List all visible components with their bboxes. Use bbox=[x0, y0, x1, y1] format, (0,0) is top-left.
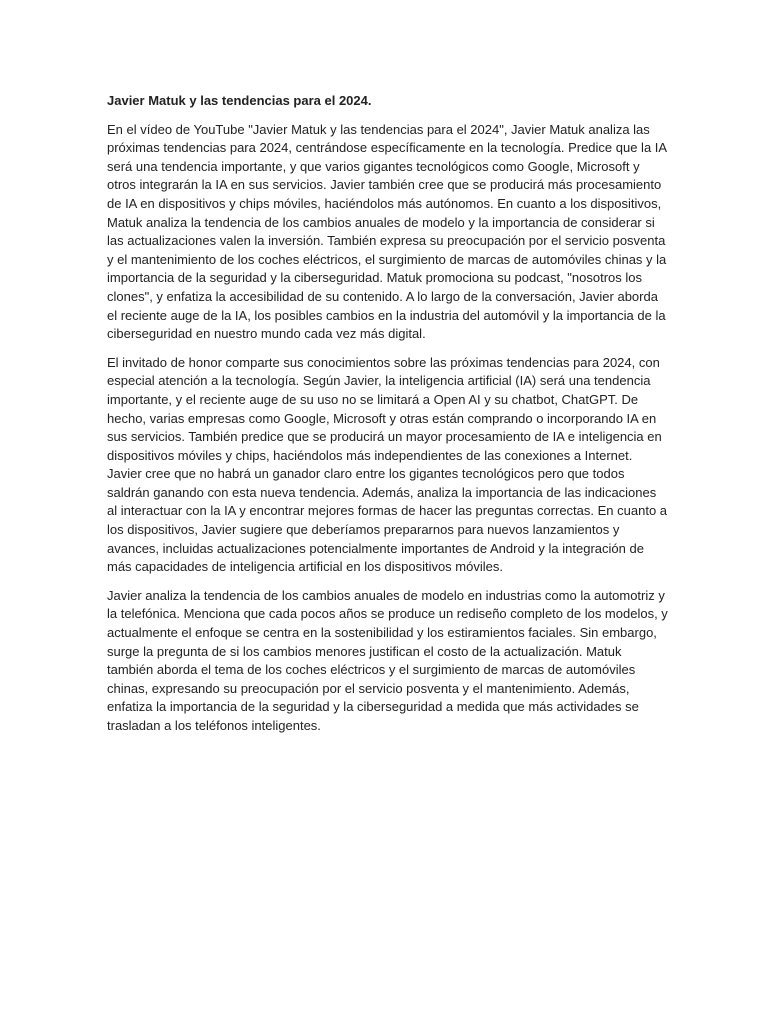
document-paragraph-3: Javier analiza la tendencia de los cambios anuales de modelo en industrias como la automotriz y la telefónica. Menciona que cada pocos años se produce un rediseño completo de los modelos, y actualmente el enfoque se centra en la sostenibilidad y los estiramientos faciales. Sin embargo, surge la pregunta de si los cambios menores justifican el costo de la actualización. Matuk también aborda el tema de los coches eléctricos y el surgimiento de marcas de automóviles chinas, expresando su preocupación por el servicio posventa y el mantenimiento. Además, enfatiza la importancia de la seguridad y la ciberseguridad a medida que más actividades se trasladan a los teléfonos inteligentes. bbox=[107, 587, 668, 733]
document-title: Javier Matuk y las tendencias para el 2024. bbox=[107, 93, 372, 108]
document-paragraph-1: En el vídeo de YouTube "Javier Matuk y las tendencias para el 2024", Javier Matuk analiza las próximas tendencias para 2024, centrándose específicamente en la tecnología. Predice que la IA será una tendencia importante, y que varios gigantes tecnológicos como Google, Microsoft y otros integrarán la IA en sus servicios. Javier también cree que se producirá más procesamiento de IA en dispositivos y chips móviles, haciéndolos más autónomos. En cuanto a los dispositivos, Matuk analiza la tendencia de los cambios anuales de modelo y la importancia de considerar si las actualizaciones valen la inversión. También expresa su preocupación por el servicio posventa y el mantenimiento de los coches eléctricos, el surgimiento de marcas de automóviles chinas y la importancia de la seguridad y la ciberseguridad. Matuk promociona su podcast, "nosotros los clones", y enfatiza la accesibilidad de su contenido. A lo largo de la conversación, Javier aborda el reciente auge de la IA, los posibles cambios en la industria del automóvil y la importancia de la ciberseguridad en nuestro mundo cada vez más digital. bbox=[107, 121, 667, 342]
document-paragraph-2: El invitado de honor comparte sus conocimientos sobre las próximas tendencias para 2024, con especial atención a la tecnología. Según Javier, la inteligencia artificial (IA) será una tendencia importante, y el reciente auge de su uso no se limitará a Open AI y su chatbot, ChatGPT. De hecho, varias empresas como Google, Microsoft y otras están comprando o incorporando IA en sus servicios. También predice que se producirá un mayor procesamiento de IA e inteligencia en dispositivos móviles y chips, haciéndolos más independientes de las conexiones a Internet. Javier cree que no habrá un ganador claro entre los gigantes tecnológicos pero que todos saldrán ganando con esta nueva tendencia. Además, analiza la importancia de las indicaciones al interactuar con la IA y encontrar mejores formas de hacer las preguntas correctas. En cuanto a los dispositivos, Javier sugiere que deberíamos prepararnos para nuevos lanzamientos y avances, incluidas actualizaciones potencialmente importantes de Android y la integración de más capacidades de inteligencia artificial en los dispositivos móviles. bbox=[107, 354, 668, 575]
